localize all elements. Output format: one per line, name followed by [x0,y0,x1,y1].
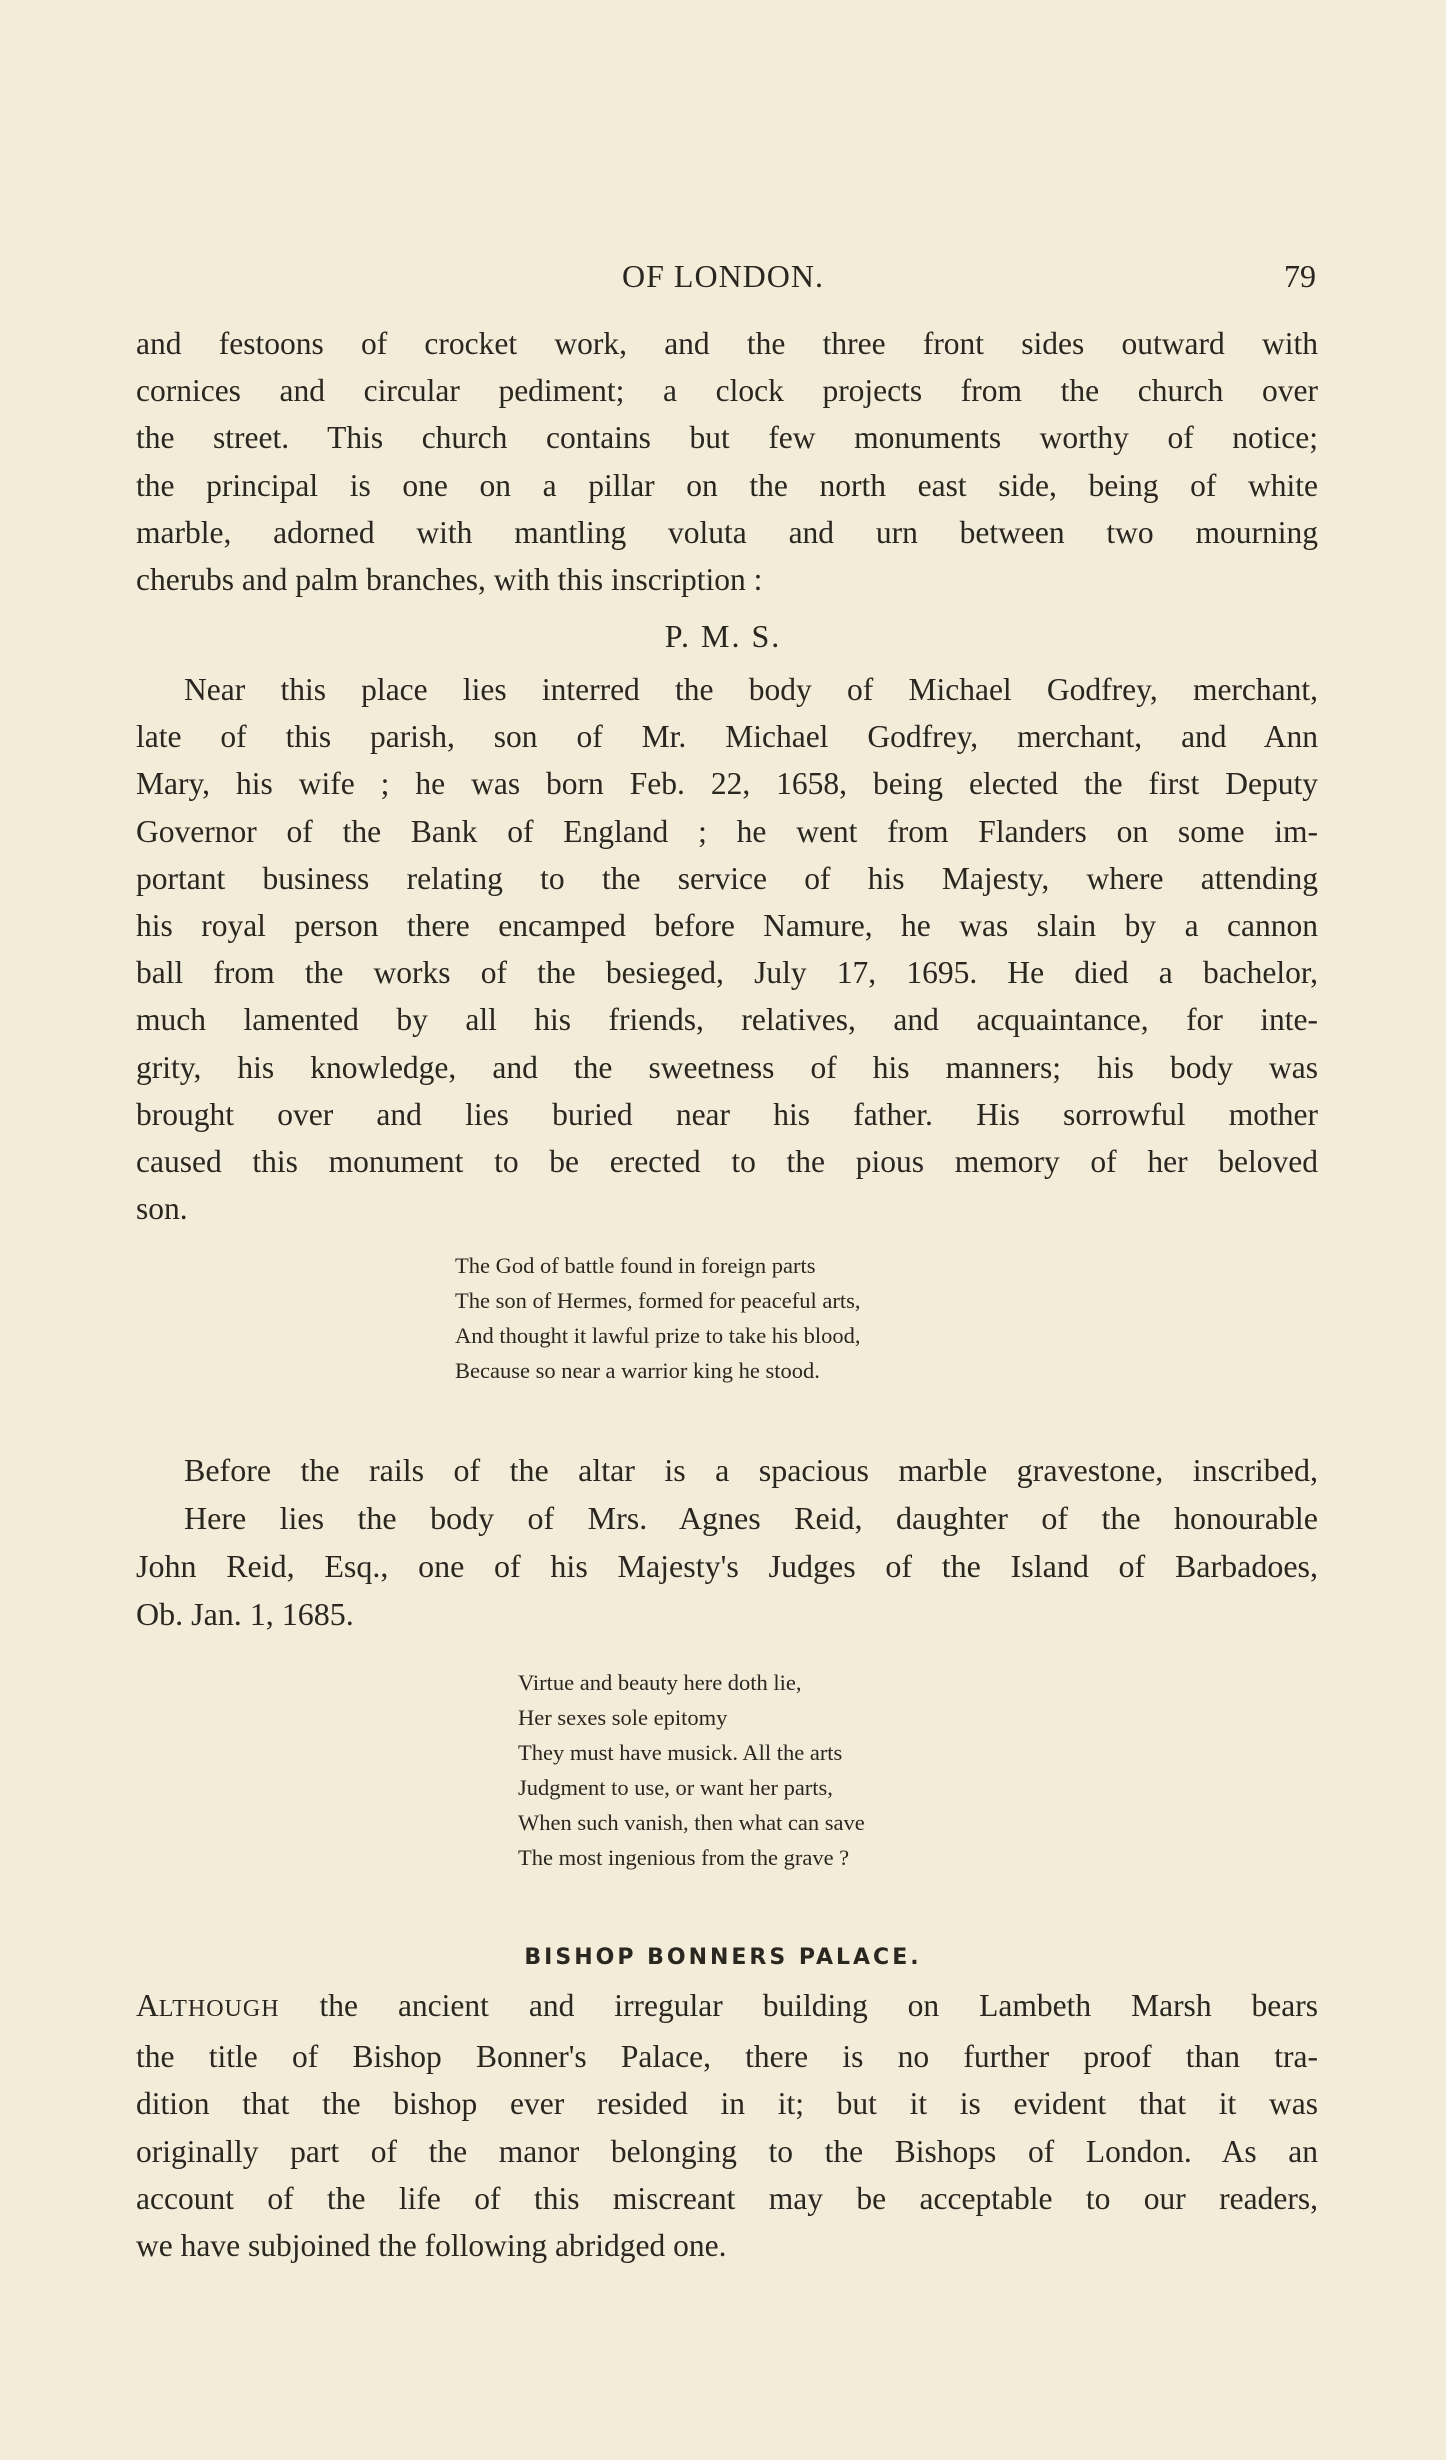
initial-letter: A [136,1988,159,2023]
verse-line: And thought it lawful prize to take his blood, [455,1323,861,1348]
text-line: Ob. Jan. 1, 1685. [136,1596,354,1632]
text-line: portant business relating to the service of his Majesty, where attending [136,860,1318,896]
verse-line: The God of battle found in foreign parts [455,1253,816,1278]
text-line: late of this parish, son of Mr. Michael Godfrey, merchant, and Ann [136,719,1318,755]
paragraph-bonners-palace [136,1982,1318,2269]
text-line: we have subjoined the following abridged one. [136,2228,727,2264]
verse-line: Virtue and beauty here doth lie, [518,1670,802,1695]
text-line: Near this place lies interred the body of Michael Godfrey, merchant, [184,672,1318,707]
verse-line: Her sexes sole epitomy [518,1705,728,1730]
text-line: John Reid, Esq., one of his Majesty's Judges of the Island of Barbadoes, [136,1548,1318,1584]
verse-line: When such vanish, then what can save [518,1810,865,1835]
paragraph-reid-gravestone [136,1446,1318,1638]
paragraph-church-description [136,320,1318,603]
verse-line: Because so near a warrior king he stood. [455,1358,820,1383]
text-line: and festoons of crocket work, and the three front sides outward with [136,326,1318,361]
verse-line: The most ingenious from the grave ? [518,1845,850,1870]
text-line: marble, adorned with mantling voluta and urn between two mourning [136,514,1318,550]
text-line: much lamented by all his friends, relatives, and acquaintance, for inte- [136,1002,1318,1038]
text-line: Here lies the body of Mrs. Agnes Reid, daughter of the honourable [184,1500,1318,1536]
verse-reid [518,1665,865,1875]
text-line: cornices and circular pediment; a clock projects from the church over [136,373,1318,409]
text-line: caused this monument to be erected to the pious memory of her beloved [136,1144,1318,1180]
text-line: ball from the works of the besieged, July 17, 1695. He died a bachelor, [136,955,1318,991]
text-line: brought over and lies buried near his father. His sorrowful mother [136,1096,1318,1132]
text-line: account of the life of this miscreant may be acceptable to our readers, [136,2180,1318,2216]
text-line: cherubs and palm branches, with this inscription : [136,562,763,598]
text-line: his royal person there encamped before Namure, he was slain by a cannon [136,908,1318,944]
verse-line: They must have musick. All the arts [518,1740,843,1765]
page-header [0,258,1446,298]
paragraph-godfrey-inscription [136,666,1318,1232]
first-word-rest: LTHOUGH [158,1996,280,2022]
text-line: the principal is one on a pillar on the north east side, being of white [136,467,1318,503]
text-line: grity, his knowledge, and the sweetness of his manners; his body was [136,1049,1318,1085]
text-line: son. [136,1191,188,1227]
section-heading: BISHOP BONNERS PALACE. [524,1945,922,1970]
text-line [136,1982,1318,2033]
text-line: dition that the bishop ever resided in it; but it is evident that it was [136,2086,1318,2122]
text-line: Before the rails of the altar is a spacious marble gravestone, inscribed, [184,1452,1318,1488]
text-line: Governor of the Bank of England ; he went from Flanders on some im- [136,813,1318,849]
verse-godfrey [455,1248,861,1388]
running-title: OF LONDON. [622,258,824,294]
text-line: the title of Bishop Bonner's Palace, there is no further proof than tra- [136,2039,1318,2075]
text-line: originally part of the manor belonging to the Bishops of London. As an [136,2133,1318,2169]
text-line: Mary, his wife ; he was born Feb. 22, 1658, being elected the first Deputy [136,766,1318,802]
inscription-heading: P. M. S. [664,618,782,654]
page-number: 79 [1284,258,1316,294]
text-line: the street. This church contains but few monuments worthy of notice; [136,420,1318,456]
first-line-rest: the ancient and irregular building on Lambeth Marsh bears [319,1988,1318,2023]
verse-line: Judgment to use, or want her parts, [518,1775,833,1800]
verse-line: The son of Hermes, formed for peaceful arts, [455,1288,861,1313]
drop-word [136,1988,280,2023]
